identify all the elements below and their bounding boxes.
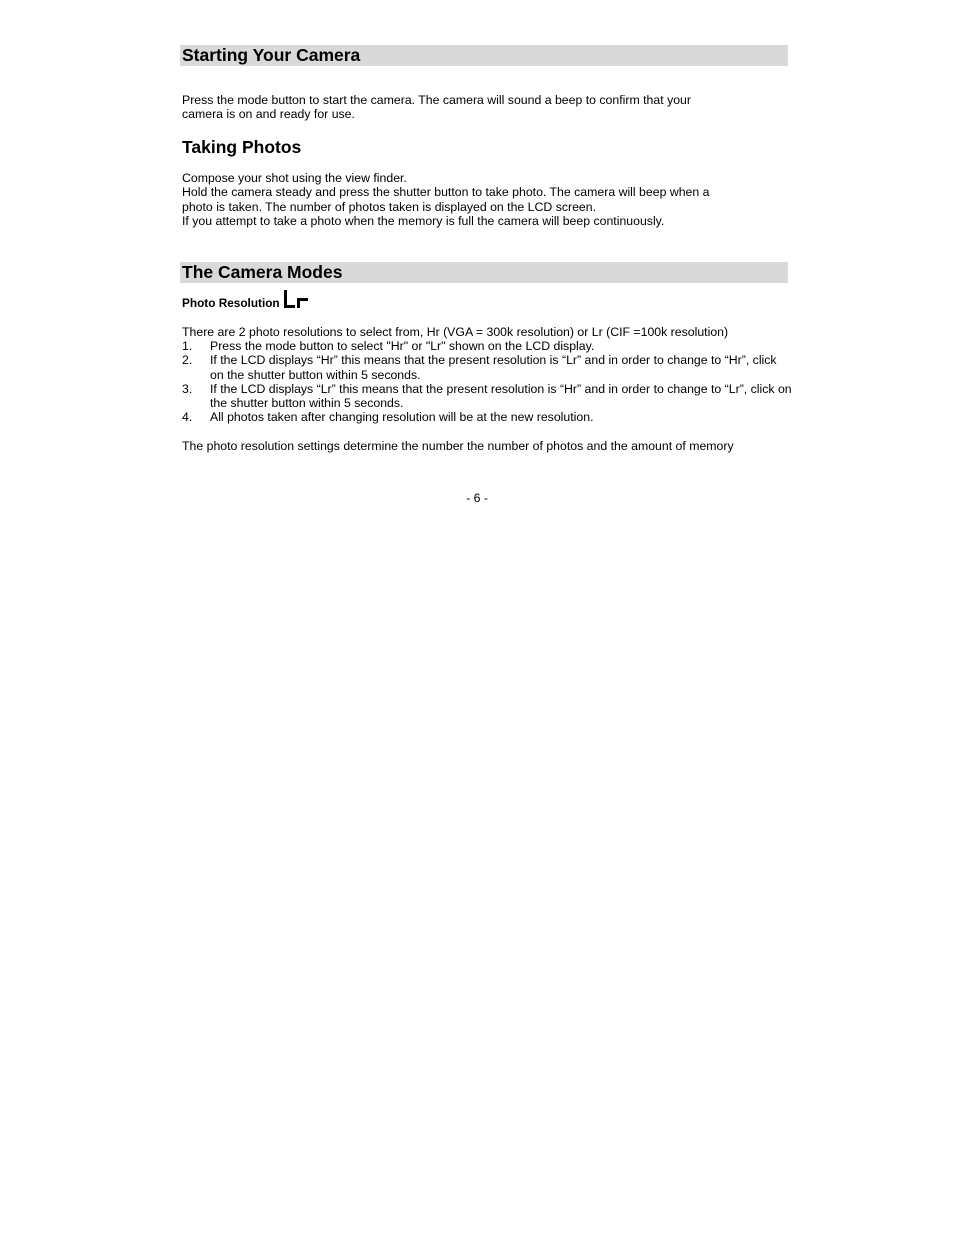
list-item xyxy=(182,353,792,382)
photo-resolution-heading xyxy=(182,288,309,310)
resolution-closing-text: The photo resolution settings determine the number the number of photos and the amount of memory xyxy=(182,439,734,453)
section-header-modes xyxy=(180,262,788,283)
starting-line: camera is on and ready for use. xyxy=(182,107,355,122)
list-item xyxy=(182,339,792,353)
list-item-number: 3. xyxy=(182,381,193,396)
starting-paragraph xyxy=(182,93,691,122)
photo-resolution-label: Photo Resolution xyxy=(182,296,280,310)
resolution-intro xyxy=(182,325,728,339)
list-item-text: Press the mode button to select "Hr" or "Lr" shown on the LCD display. xyxy=(210,339,595,353)
taking-line: photo is taken. The number of photos taken is displayed on the LCD screen. xyxy=(182,199,597,214)
section-title-starting: Starting Your Camera xyxy=(182,45,361,65)
taking-line: If you attempt to take a photo when the memory is full the camera will beep continuously. xyxy=(182,213,665,228)
lcd-lr-resolution-icon xyxy=(283,290,309,310)
starting-line: Press the mode button to start the camera. The camera will sound a beep to confirm that your xyxy=(182,93,691,107)
list-item-number: 2. xyxy=(182,353,193,368)
list-item-text: If the LCD displays “Lr” this means that the present resolution is “Hr” and in order to change to “Lr”, click on the shutter button within 5 seconds. xyxy=(210,381,792,411)
page-number: - 6 - xyxy=(466,491,488,505)
section-header-starting xyxy=(180,45,788,66)
list-item-text: All photos taken after changing resolution will be at the new resolution. xyxy=(210,410,594,425)
list-item xyxy=(182,382,792,411)
list-item-number: 4. xyxy=(182,410,193,425)
section-title-taking: Taking Photos xyxy=(182,137,302,157)
resolution-closing xyxy=(182,439,734,453)
section-title-modes: The Camera Modes xyxy=(182,262,343,282)
resolution-intro-text: There are 2 photo resolutions to select from, Hr (VGA = 300k resolution) or Lr (CIF =100k resolution) xyxy=(182,325,729,339)
list-item-number: 1. xyxy=(182,339,193,353)
list-item xyxy=(182,410,792,424)
taking-paragraph xyxy=(182,171,710,228)
list-item-text: If the LCD displays “Hr” this means that the present resolution is “Lr” and in order to change to “Hr”, click on the shutter button within 5 seconds. xyxy=(210,353,777,382)
taking-line: Hold the camera steady and press the shutter button to take photo. The camera will beep when a xyxy=(182,185,710,200)
resolution-steps-list xyxy=(182,339,792,425)
taking-line: Compose your shot using the view finder. xyxy=(182,171,407,185)
